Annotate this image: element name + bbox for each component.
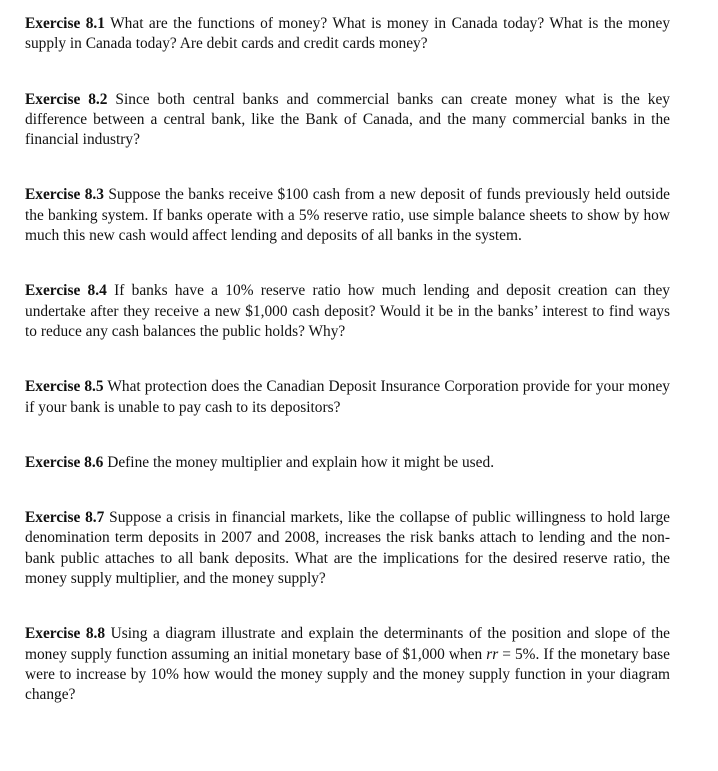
exercise-label: Exercise 8.7: [25, 509, 105, 527]
exercise-8-2: [25, 90, 670, 151]
exercise-text: Suppose the banks receive $100 cash from a new deposit of funds previously held outside the banking system. If banks operate with a 5% reserve ratio, use simple balance sheets to show by how much this new cash would affect lending and deposits of all banks in the system.: [25, 186, 670, 245]
exercise-text: [25, 625, 670, 703]
exercise-text: What are the functions of money? What is money in Canada today? What is the money supply in Canada today? Are debit cards and credit cards money?: [25, 15, 671, 53]
exercise-label: Exercise 8.1: [25, 15, 105, 32]
exercise-label: Exercise 8.6: [25, 453, 104, 471]
exercise-label: Exercise 8.8: [25, 625, 106, 643]
exercise-label: Exercise 8.2: [25, 90, 108, 108]
exercise-text-part: = 5%. If the monetary base were to increase by 10% how would the money supply and the money supply function in your diagram change?: [25, 645, 670, 704]
exercise-text: If banks have a 10% reserve ratio how much lending and deposit creation can they undertake after they receive a new $1,000 cash deposit? Would it be in the banks’ interest to find ways to reduce any cash balances the public holds? Why?: [25, 282, 670, 340]
exercise-8-1: [25, 14, 670, 55]
exercise-page: [25, 14, 670, 706]
exercise-text: What protection does the Canadian Deposit Insurance Corporation provide for your money if your bank is unable to pay cash to its depositors?: [25, 378, 670, 416]
exercise-8-3: [25, 185, 670, 246]
exercise-text-part: Using a diagram illustrate and explain the determinants of the position and slope of the money supply function assuming an initial monetary base of $1,000 when: [25, 625, 670, 663]
exercise-8-6: [25, 453, 670, 473]
exercise-8-7: [25, 508, 670, 589]
exercise-text: Suppose a crisis in financial markets, like the collapse of public willingness to hold large denomination term deposits in 2007 and 2008, increases the risk banks attach to lending and the non-bank public attaches to all bank deposits. What are the implications for the desired reserve ratio, the money supply multiplier, and the money supply?: [25, 509, 671, 588]
exercise-8-5: [25, 377, 670, 418]
exercise-8-4: [25, 281, 670, 342]
exercise-label: Exercise 8.5: [25, 378, 104, 396]
exercise-8-8: [25, 624, 670, 705]
exercise-text: Define the money multiplier and explain how it might be used.: [107, 453, 495, 471]
exercise-label: Exercise 8.3: [25, 186, 104, 204]
exercise-text: Since both central banks and commercial banks can create money what is the key difference between a central bank, like the Bank of Canada, and the many commercial banks in the financial industry?: [25, 90, 671, 149]
exercise-label: Exercise 8.4: [25, 282, 107, 300]
reserve-ratio-variable: rr: [486, 645, 499, 663]
